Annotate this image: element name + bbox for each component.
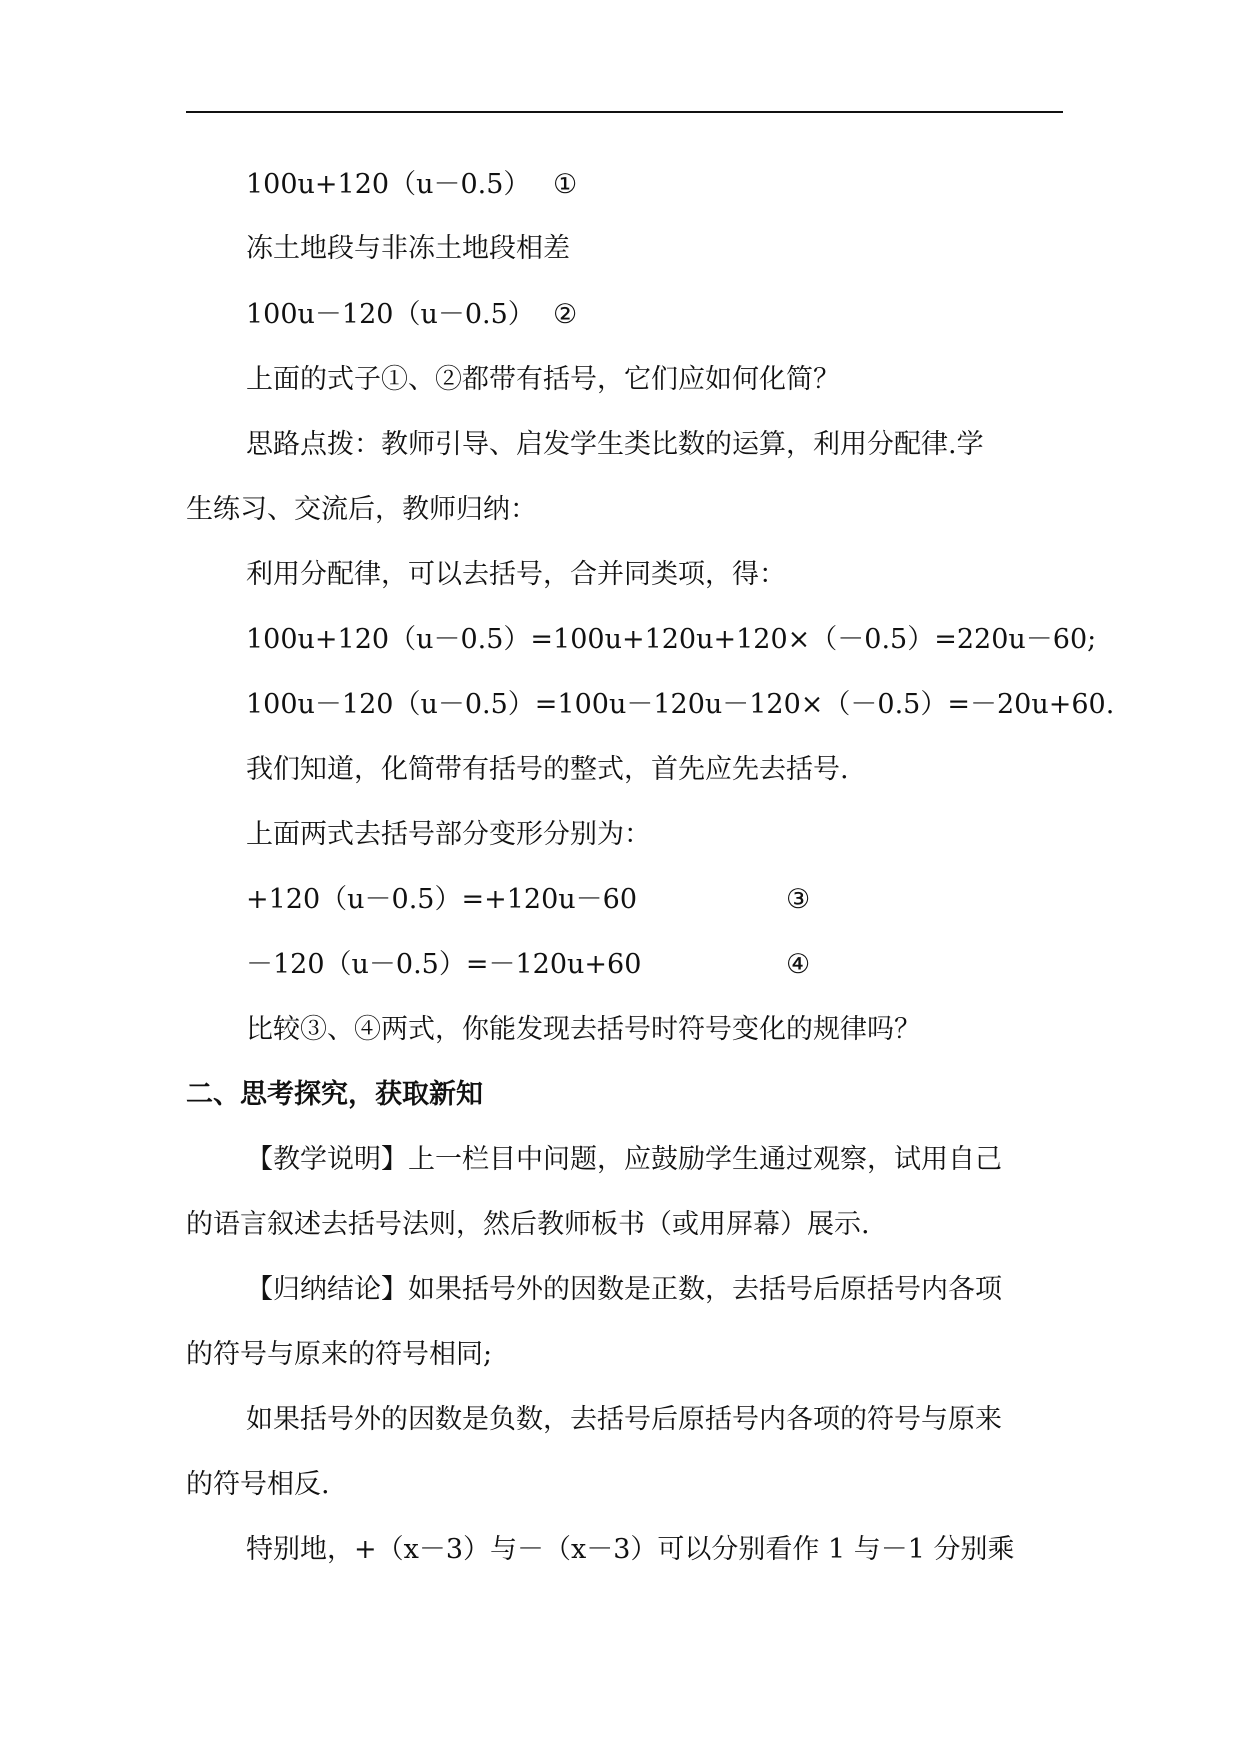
equation-line: 100u－120（u－0.5）=100u－120u－120×（－0.5）=－20u+60.	[246, 689, 1115, 720]
equation-mark-2: ②	[553, 299, 578, 330]
paragraph-line: 利用分配律，可以去括号，合并同类项，得：	[246, 559, 786, 590]
equation-1: 100u+120（u－0.5）	[246, 169, 531, 200]
equation-4: －120（u－0.5）=－120u+60	[246, 949, 642, 980]
paragraph-line: 上面的式子①、②都带有括号，它们应如何化简？	[246, 364, 840, 395]
equation-mark-4: ④	[786, 949, 811, 980]
paragraph-line: 比较③、④两式，你能发现去括号时符号变化的规律吗？	[246, 1014, 921, 1045]
paragraph-line: 上面两式去括号部分变形分别为：	[246, 819, 651, 850]
equation-mark-1: ①	[553, 169, 578, 200]
paragraph-line: 思路点拨：教师引导、启发学生类比数的运算，利用分配律.学	[246, 429, 984, 460]
paragraph-line: 冻土地段与非冻土地段相差	[246, 233, 570, 264]
paragraph-line: 如果括号外的因数是负数，去括号后原括号内各项的符号与原来	[246, 1404, 1002, 1435]
paragraph-line: 的符号与原来的符号相同;	[186, 1339, 493, 1370]
paragraph-line: 生练习、交流后，教师归纳：	[186, 494, 537, 525]
section-heading: 二、思考探究，获取新知	[186, 1079, 483, 1110]
equation-mark-3: ③	[786, 884, 811, 915]
paragraph-line: 【归纳结论】如果括号外的因数是正数，去括号后原括号内各项	[246, 1274, 1002, 1305]
equation-2: 100u－120（u－0.5）	[246, 299, 535, 330]
paragraph-line: 我们知道，化简带有括号的整式，首先应先去括号.	[246, 754, 849, 785]
equation-3: +120（u－0.5）=+120u－60	[246, 884, 638, 915]
paragraph-line: 特别地，+（x－3）与－（x－3）可以分别看作 1 与－1 分别乘	[246, 1534, 1015, 1565]
equation-line: 100u+120（u－0.5）=100u+120u+120×（－0.5）=220u－60;	[246, 624, 1097, 655]
paragraph-line: 【教学说明】上一栏目中问题，应鼓励学生通过观察，试用自己	[246, 1144, 1002, 1175]
header-rule	[186, 111, 1063, 113]
paragraph-line: 的语言叙述去括号法则，然后教师板书（或用屏幕）展示.	[186, 1209, 870, 1240]
paragraph-line: 的符号相反.	[186, 1469, 330, 1500]
